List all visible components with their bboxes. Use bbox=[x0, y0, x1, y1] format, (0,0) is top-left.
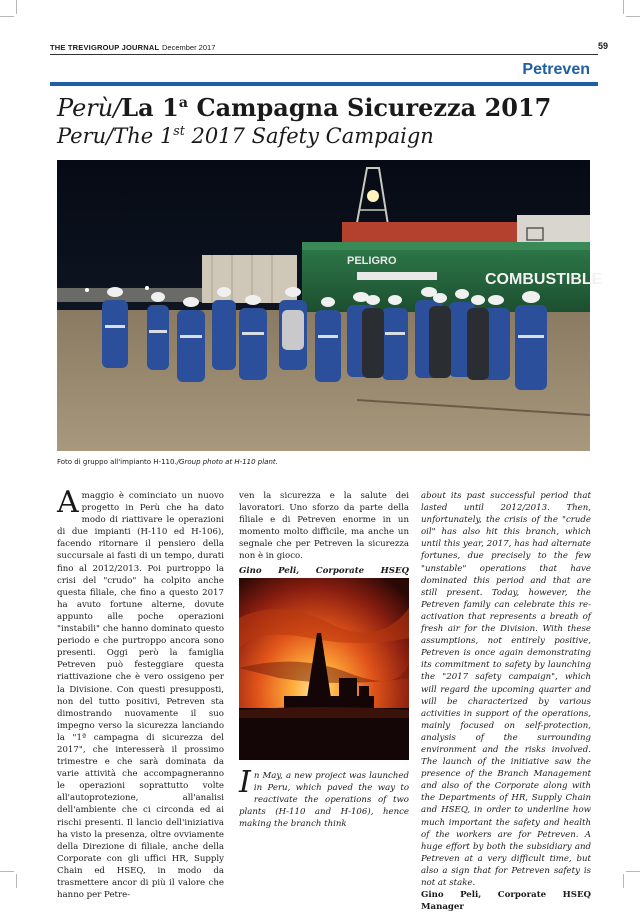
section-rule bbox=[50, 82, 598, 86]
section-title: Petreven bbox=[522, 61, 590, 78]
article-body-en-continued: about its past successful period that lasted until 2012/2013. Then, unfortunately, the crisis of the "crude oil" has also hit this branch, which until this year, 2017, has had alternate fortunes, due precisely to the few "unstable" operations that have dominated this period and that are still present. Today, however, the Petreven family can celebrate this re-activation that represents a breath of fresh air for the Division. With these assumptions, not entirely positive, Petreven is once again demonstrating its commitment to safety by launching the "2017 safety campaign", which will regard the upcoming quarter and will be characterized by various activities in support of the operations, mainly focused on self-protection, analysis of the surrounding environment and the risks involved. The launch of the initiative saw the presence of the Branch Management and also of the Corporate along with the Departments of HR, Supply Chain and HSEQ, in order to underline how much important the safety and health of the workers are for Petreven. A huge effort by both the subsidiary and Petreven at a very difficult time, but also a sign that for Petreven safety is not at stake. Gino Peli, Corporate HSEQ Manager bbox=[421, 491, 591, 913]
drop-cap-it: A bbox=[57, 485, 79, 520]
tank-sign-text: COMBUSTIBLE bbox=[485, 271, 603, 288]
crop-mark bbox=[623, 0, 624, 14]
author-signature-en: Gino Peli, Corporate HSEQ Manager bbox=[421, 890, 591, 913]
article-body-it-continued: ven la sicurezza e la salute dei lavoratori. Uno sforzo da parte della filiale e di Petreven enorme in un momento molto difficile, ma anche un segnale che per Petreven la sicurezza non è in gioco. Gino Peli, Corporate HSEQ bbox=[239, 490, 409, 589]
crop-mark bbox=[623, 874, 624, 888]
page-header bbox=[50, 40, 608, 54]
article-body-it: Amaggio è cominciato un nuovo progetto in Perù che ha dato modo di riattivare le operazioni di due impianti (H-110 ed H-106), facendo ritornare il pensiero della succursale ai fasti di un tempo, durati fino al 2012/2013. Poi purtroppo la crisi del "crudo" ha colpito anche questa filiale, che fino a questo 2017 ha avuto fortune alterne, dovute appunto alle poche operazioni "instabili" che hanno dominato questo periodo e che purtroppo ancora sono presenti. Oggi però la famiglia Petreven può festeggiare questa riattivazione che è vero ossigeno per la Divisione. Con questi presupposti, non del tutto positivi, Petreven sta dimostrando nuovamente il suo impegno verso la sicurezza lanciando la "1ª campagna di sicurezza del 2017", che interesserà il prossimo trimestre e che sarà dominata da varie attività che accompagneranno le operazioni soprattutto volte all'autoprotezione, all'analisi dell'ambiente che ci circonda ed ai rischi presenti. Il lancio dell'iniziativa ha visto la presenza, oltre ovviamente della Direzione di filiale, anche della Corporate con gli uffici HR, Supply Chain ed HSEQ, in modo da trasmettere ancor di più il valore che hanno per Petre- bbox=[57, 485, 224, 901]
tank-brand-text: PELIGRO bbox=[347, 255, 397, 267]
article-body-en: In May, a new project was launched in Peru, which paved the way to reactivate the operations of two plants (H-110 and H-106), hence making the branch think bbox=[239, 765, 409, 830]
crop-mark bbox=[0, 871, 14, 872]
photo-caption: Foto di gruppo all'impianto H-110./Group photo at H-110 plant. bbox=[57, 458, 278, 466]
journal-name: THE TREVIGROUP JOURNAL bbox=[50, 43, 160, 52]
crop-mark bbox=[626, 871, 640, 872]
article-title-it: Perù/La 1$^a$ Campagna Sicurezza 2017 bbox=[57, 93, 552, 122]
sunset-rig-photo bbox=[239, 578, 409, 760]
crop-mark bbox=[16, 874, 17, 888]
crop-mark bbox=[16, 0, 17, 14]
issue-date: December 2017 bbox=[162, 43, 216, 52]
header-rule bbox=[50, 54, 598, 55]
crop-mark bbox=[626, 16, 640, 17]
article-title-en: Peru/The 1st 2017 Safety Campaign bbox=[57, 123, 434, 148]
crop-mark bbox=[0, 16, 14, 17]
page-number: 59 bbox=[597, 41, 608, 51]
author-signature-it: Gino Peli, Corporate HSEQ bbox=[239, 565, 409, 576]
group-photo bbox=[57, 160, 603, 451]
drop-cap-en: I bbox=[239, 765, 251, 800]
